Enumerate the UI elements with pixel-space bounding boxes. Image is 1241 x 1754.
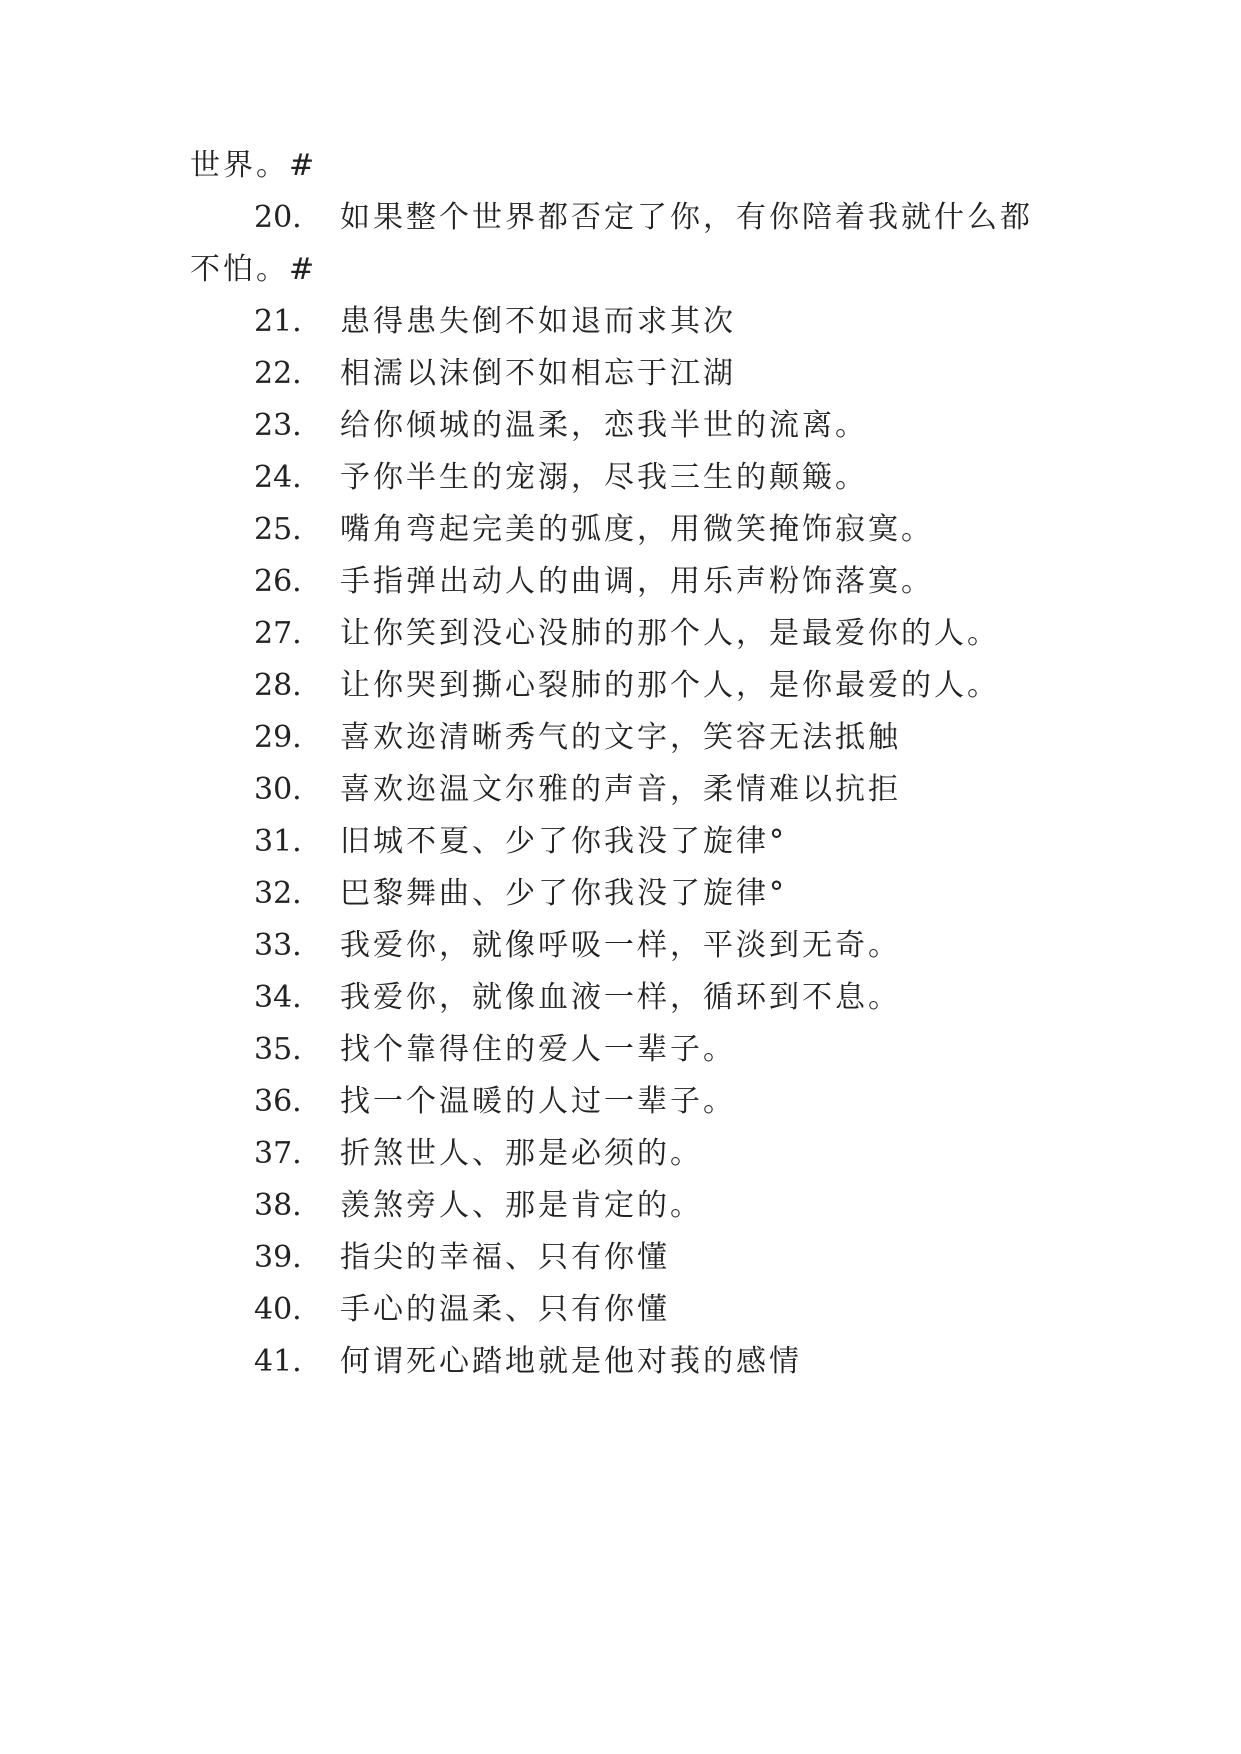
item-text: 手指弹出动人的曲调，用乐声粉饰落寞。 (340, 564, 934, 599)
item-number: 35. (254, 1032, 302, 1067)
item-text: 找一个温暖的人过一辈子。 (340, 1084, 736, 1119)
list-item (0, 1229, 1241, 1287)
list-item-20 (0, 189, 1241, 247)
item-number: 29. (254, 720, 302, 755)
list-item (0, 605, 1241, 663)
list-item (0, 1125, 1241, 1183)
list-item (0, 761, 1241, 819)
item-text: 给你倾城的温柔，恋我半世的流离。 (340, 408, 868, 443)
list-item (0, 293, 1241, 351)
list-item (0, 553, 1241, 611)
item-text: 相濡以沫倒不如相忘于江湖 (340, 356, 736, 391)
list-item (0, 813, 1241, 871)
list-item (0, 397, 1241, 455)
list-item (0, 1021, 1241, 1079)
item-text: 何谓死心踏地就是他对莪的感情 (340, 1344, 802, 1379)
list-item (0, 865, 1241, 923)
item-number: 38. (254, 1188, 302, 1223)
item-text: 让你笑到没心没肺的那个人，是最爱你的人。 (340, 616, 1000, 651)
item-number: 39. (254, 1240, 302, 1275)
item-number: 27. (254, 616, 302, 651)
list-item-20-continued (0, 241, 1241, 299)
continuation-line (0, 137, 1241, 195)
item-number: 34. (254, 980, 302, 1015)
item-number: 25. (254, 512, 302, 547)
list-item (0, 709, 1241, 767)
item-number: 26. (254, 564, 302, 599)
item-text: 我爱你，就像呼吸一样，平淡到无奇。 (340, 928, 901, 963)
item-text: 喜欢迩温文尔雅的声音，柔情难以抗拒 (340, 772, 901, 807)
item-number: 24. (254, 460, 302, 495)
item-text: 我爱你，就像血液一样，循环到不息。 (340, 980, 901, 1015)
item-text-continued: 不怕。# (190, 252, 318, 287)
list-item (0, 657, 1241, 715)
item-text: 羡煞旁人、那是肯定的。 (340, 1188, 703, 1223)
item-text: 找个靠得住的爱人一辈子。 (340, 1032, 736, 1067)
item-number: 33. (254, 928, 302, 963)
item-text: 患得患失倒不如退而求其次 (340, 304, 736, 339)
continuation-text: 世界。# (190, 148, 318, 183)
list-item (0, 501, 1241, 559)
item-number: 22. (254, 356, 302, 391)
item-number: 28. (254, 668, 302, 703)
item-text: 嘴角弯起完美的弧度，用微笑掩饰寂寞。 (340, 512, 934, 547)
item-number: 41. (254, 1344, 302, 1379)
item-number: 20. (254, 200, 302, 235)
item-text: 指尖的幸福、只有你懂 (340, 1240, 670, 1275)
item-number: 21. (254, 304, 302, 339)
item-number: 37. (254, 1136, 302, 1171)
list-item (0, 449, 1241, 507)
list-item (0, 1333, 1241, 1391)
list-item (0, 1177, 1241, 1235)
item-number: 31. (254, 824, 302, 859)
list-item (0, 969, 1241, 1027)
item-text: 喜欢迩清晰秀气的文字，笑容无法抵触 (340, 720, 901, 755)
list-item (0, 345, 1241, 403)
item-text: 折煞世人、那是必须的。 (340, 1136, 703, 1171)
list-item (0, 1073, 1241, 1131)
item-number: 23. (254, 408, 302, 443)
item-text: 如果整个世界都否定了你，有你陪着我就什么都 (340, 200, 1033, 235)
item-text: 让你哭到撕心裂肺的那个人，是你最爱的人。 (340, 668, 1000, 703)
list-item (0, 1281, 1241, 1339)
item-text: 予你半生的宠溺，尽我三生的颠簸。 (340, 460, 868, 495)
item-number: 40. (254, 1292, 302, 1327)
item-number: 36. (254, 1084, 302, 1119)
item-number: 30. (254, 772, 302, 807)
item-text: 旧城不夏、少了你我没了旋律° (340, 824, 787, 859)
item-text: 手心的温柔、只有你懂 (340, 1292, 670, 1327)
item-text: 巴黎舞曲、少了你我没了旋律° (340, 876, 787, 911)
list-item (0, 917, 1241, 975)
item-number: 32. (254, 876, 302, 911)
